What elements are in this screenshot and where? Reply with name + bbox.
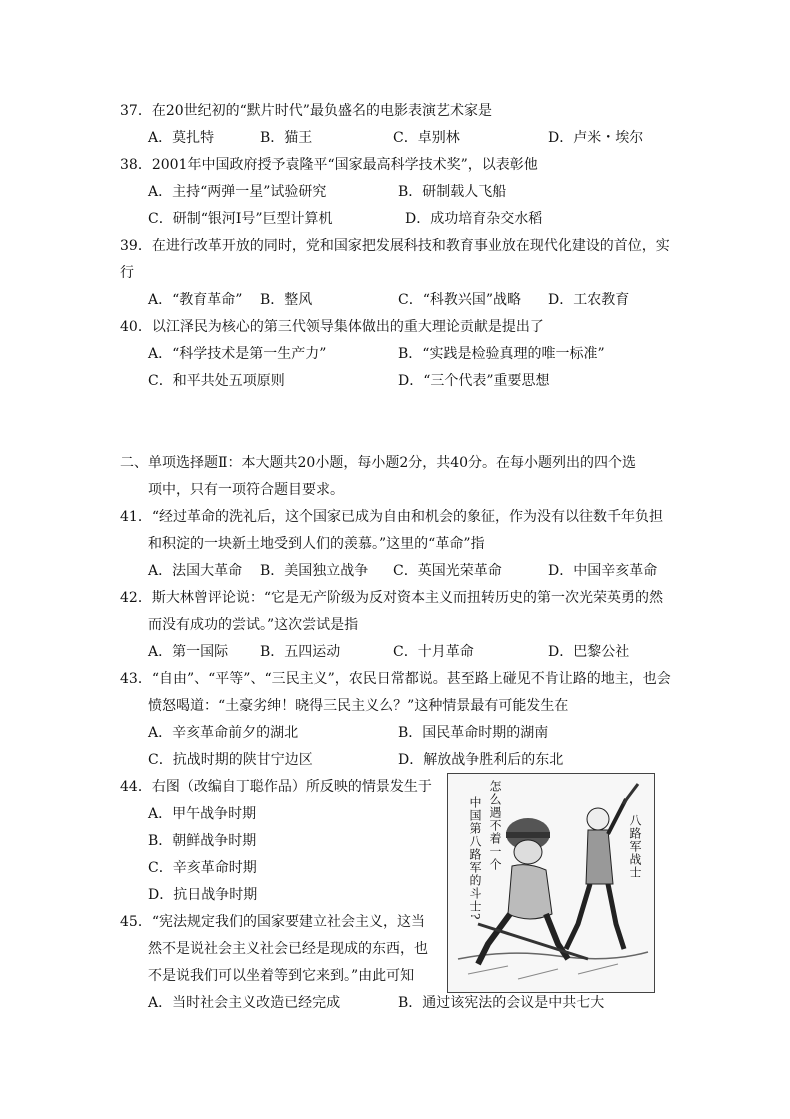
cartoon-label-right: 八路军战士: [628, 814, 642, 879]
q41-option-c: C．英国光荣革命: [393, 563, 502, 579]
q42-option-d: D．巴黎公社: [548, 644, 630, 660]
q45-stem-line3: 不是说我们可以坐着等到它来到。”由此可知: [148, 968, 415, 984]
cartoon-illustration: [447, 773, 655, 993]
q44-option-a: A．甲午战争时期: [148, 806, 257, 822]
q43-option-b: B．国民革命时期的湖南: [398, 725, 549, 741]
q42-option-a: A．第一国际: [148, 644, 229, 660]
section2-heading-line2: 项中，只有一项符合题目要求。: [148, 482, 344, 498]
q37-stem: 37．在20世纪初的“默片时代”最负盛名的电影表演艺术家是: [120, 103, 492, 119]
q41-option-a: A．法国大革命: [148, 563, 243, 579]
q42-option-b: B．五四运动: [260, 644, 341, 660]
q44-stem: 44．右图（改编自丁聪作品）所反映的情景发生于: [120, 779, 432, 795]
q43-option-d: D．解放战争胜利后的东北: [398, 752, 564, 768]
q41-option-d: D．中国辛亥革命: [548, 563, 658, 579]
q43-stem-line2: 愤怒喝道：“土豪劣绅！晓得三民主义么？”这种情景最有可能发生在: [148, 698, 569, 714]
q37-option-d: D．卢米・埃尔: [548, 130, 644, 146]
q37-option-c: C．卓别林: [393, 130, 460, 146]
q42-option-c: C．十月革命: [393, 644, 474, 660]
q39-option-b: B．整风: [260, 292, 313, 308]
q37-option-a: A．莫扎特: [148, 130, 215, 146]
q40-option-b: B．“实践是检验真理的唯一标准”: [398, 346, 605, 362]
q39-option-d: D．工农教育: [548, 292, 630, 308]
q40-option-d: D．“三个代表”重要思想: [398, 373, 550, 389]
q44-option-d: D．抗日战争时期: [148, 887, 258, 903]
q38-option-c: C．研制“银河Ⅰ号”巨型计算机: [148, 211, 333, 227]
q44-option-b: B．朝鲜战争时期: [148, 833, 257, 849]
q42-stem-line2: 而没有成功的尝试。”这次尝试是指: [148, 617, 359, 633]
section2-heading-line1: 二、单项选择题Ⅱ：本大题共20小题，每小题2分，共40分。在每小题列出的四个选: [120, 455, 637, 471]
q38-stem: 38．2001年中国政府授予袁隆平“国家最高科学技术奖”，以表彰他: [120, 157, 538, 173]
q38-option-b: B．研制载人飞船: [398, 184, 507, 200]
q38-option-a: A．主持“两弹一星”试验研究: [148, 184, 327, 200]
q43-option-a: A．辛亥革命前夕的湖北: [148, 725, 299, 741]
q45-option-b: B．通过该宪法的会议是中共七大: [398, 995, 605, 1011]
cartoon-caption-col2: 中国第八路军的斗士?: [468, 796, 482, 921]
q37-option-b: B．猫王: [260, 130, 313, 146]
q40-option-c: C．和平共处五项原则: [148, 373, 285, 389]
q39-option-c: C．“科教兴国”战略: [398, 292, 522, 308]
q39-option-a: A．“教育革命”: [148, 292, 243, 308]
q40-option-a: A．“科学技术是第一生产力”: [148, 346, 327, 362]
q44-option-c: C．辛亥革命时期: [148, 860, 257, 876]
q39-stem-line1: 39．在进行改革开放的同时，党和国家把发展科技和教育事业放在现代化建设的首位，实: [120, 238, 670, 254]
cartoon-caption-col1: 怎么遇不着一个: [488, 780, 502, 871]
q39-stem-line2: 行: [120, 265, 134, 281]
q43-stem-line1: 43．“自由”、“平等”、“三民主义”，农民日常都说。甚至路上碰见不肯让路的地主，也会: [120, 671, 671, 687]
q41-stem-line1: 41．“经过革命的洗礼后，这个国家已成为自由和机会的象征，作为没有以往数千年负担: [120, 509, 663, 525]
q38-option-d: D．成功培育杂交水稻: [405, 211, 543, 227]
q40-stem: 40．以江泽民为核心的第三代领导集体做出的重大理论贡献是提出了: [120, 319, 544, 335]
q42-stem-line1: 42．斯大林曾评论说：“它是无产阶级为反对资本主义而扭转历史的第一次光荣英勇的然: [120, 590, 663, 606]
q45-option-a: A．当时社会主义改造已经完成: [148, 995, 341, 1011]
q41-stem-line2: 和积淀的一块新土地受到人们的羡慕。”这里的“革命”指: [148, 536, 485, 552]
q45-stem-line2: 然不是说社会主义社会已经是现成的东西，也: [148, 941, 428, 957]
q45-stem-line1: 45．“宪法规定我们的国家要建立社会主义，这当: [120, 914, 425, 930]
q43-option-c: C．抗战时期的陕甘宁边区: [148, 752, 313, 768]
q41-option-b: B．美国独立战争: [260, 563, 369, 579]
